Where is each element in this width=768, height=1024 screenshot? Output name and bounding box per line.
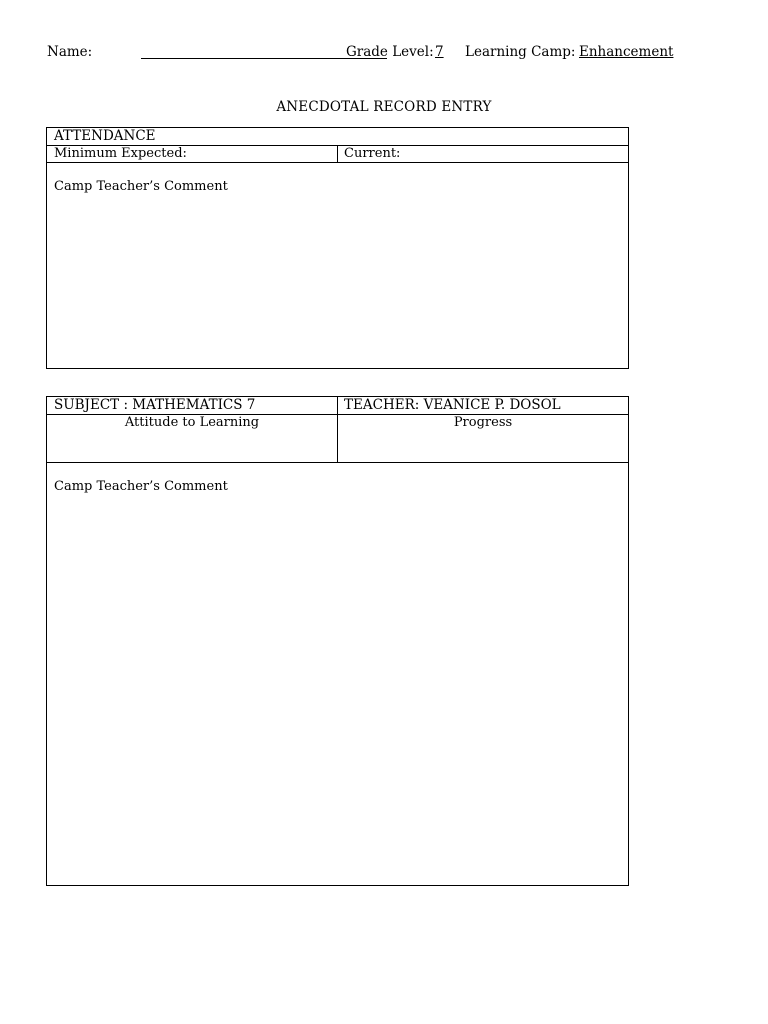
- teacher-label: TEACHER: VEANICE P. DOSOL: [344, 397, 561, 413]
- header-line: [47, 44, 727, 62]
- name-label: Name:: [47, 44, 93, 60]
- current-label: Current:: [344, 146, 401, 161]
- camp-teacher-comment-label: Camp Teacher’s Comment: [54, 479, 228, 494]
- learning-camp-value: Enhancement: [579, 44, 674, 60]
- divider: [337, 145, 338, 162]
- minimum-expected-label: Minimum Expected:: [54, 146, 187, 161]
- camp-teacher-comment-label: Camp Teacher’s Comment: [54, 179, 228, 194]
- subject-box: [46, 396, 629, 886]
- divider: [47, 462, 628, 463]
- progress-label: Progress: [453, 415, 513, 430]
- divider: [47, 162, 628, 163]
- attendance-comment-area[interactable]: [47, 198, 628, 366]
- subject-comment-area[interactable]: [47, 499, 628, 883]
- attendance-heading: ATTENDANCE: [54, 128, 156, 144]
- learning-camp-label: Learning Camp:: [465, 44, 576, 60]
- attendance-box: [46, 127, 629, 369]
- grade-level-value: 7: [435, 44, 444, 60]
- subject-label: SUBJECT : MATHEMATICS 7: [54, 397, 256, 413]
- page-title: ANECDOTAL RECORD ENTRY: [276, 99, 492, 115]
- attitude-to-learning-label: Attitude to Learning: [124, 415, 260, 430]
- grade-level-label: Grade Level:: [346, 44, 434, 60]
